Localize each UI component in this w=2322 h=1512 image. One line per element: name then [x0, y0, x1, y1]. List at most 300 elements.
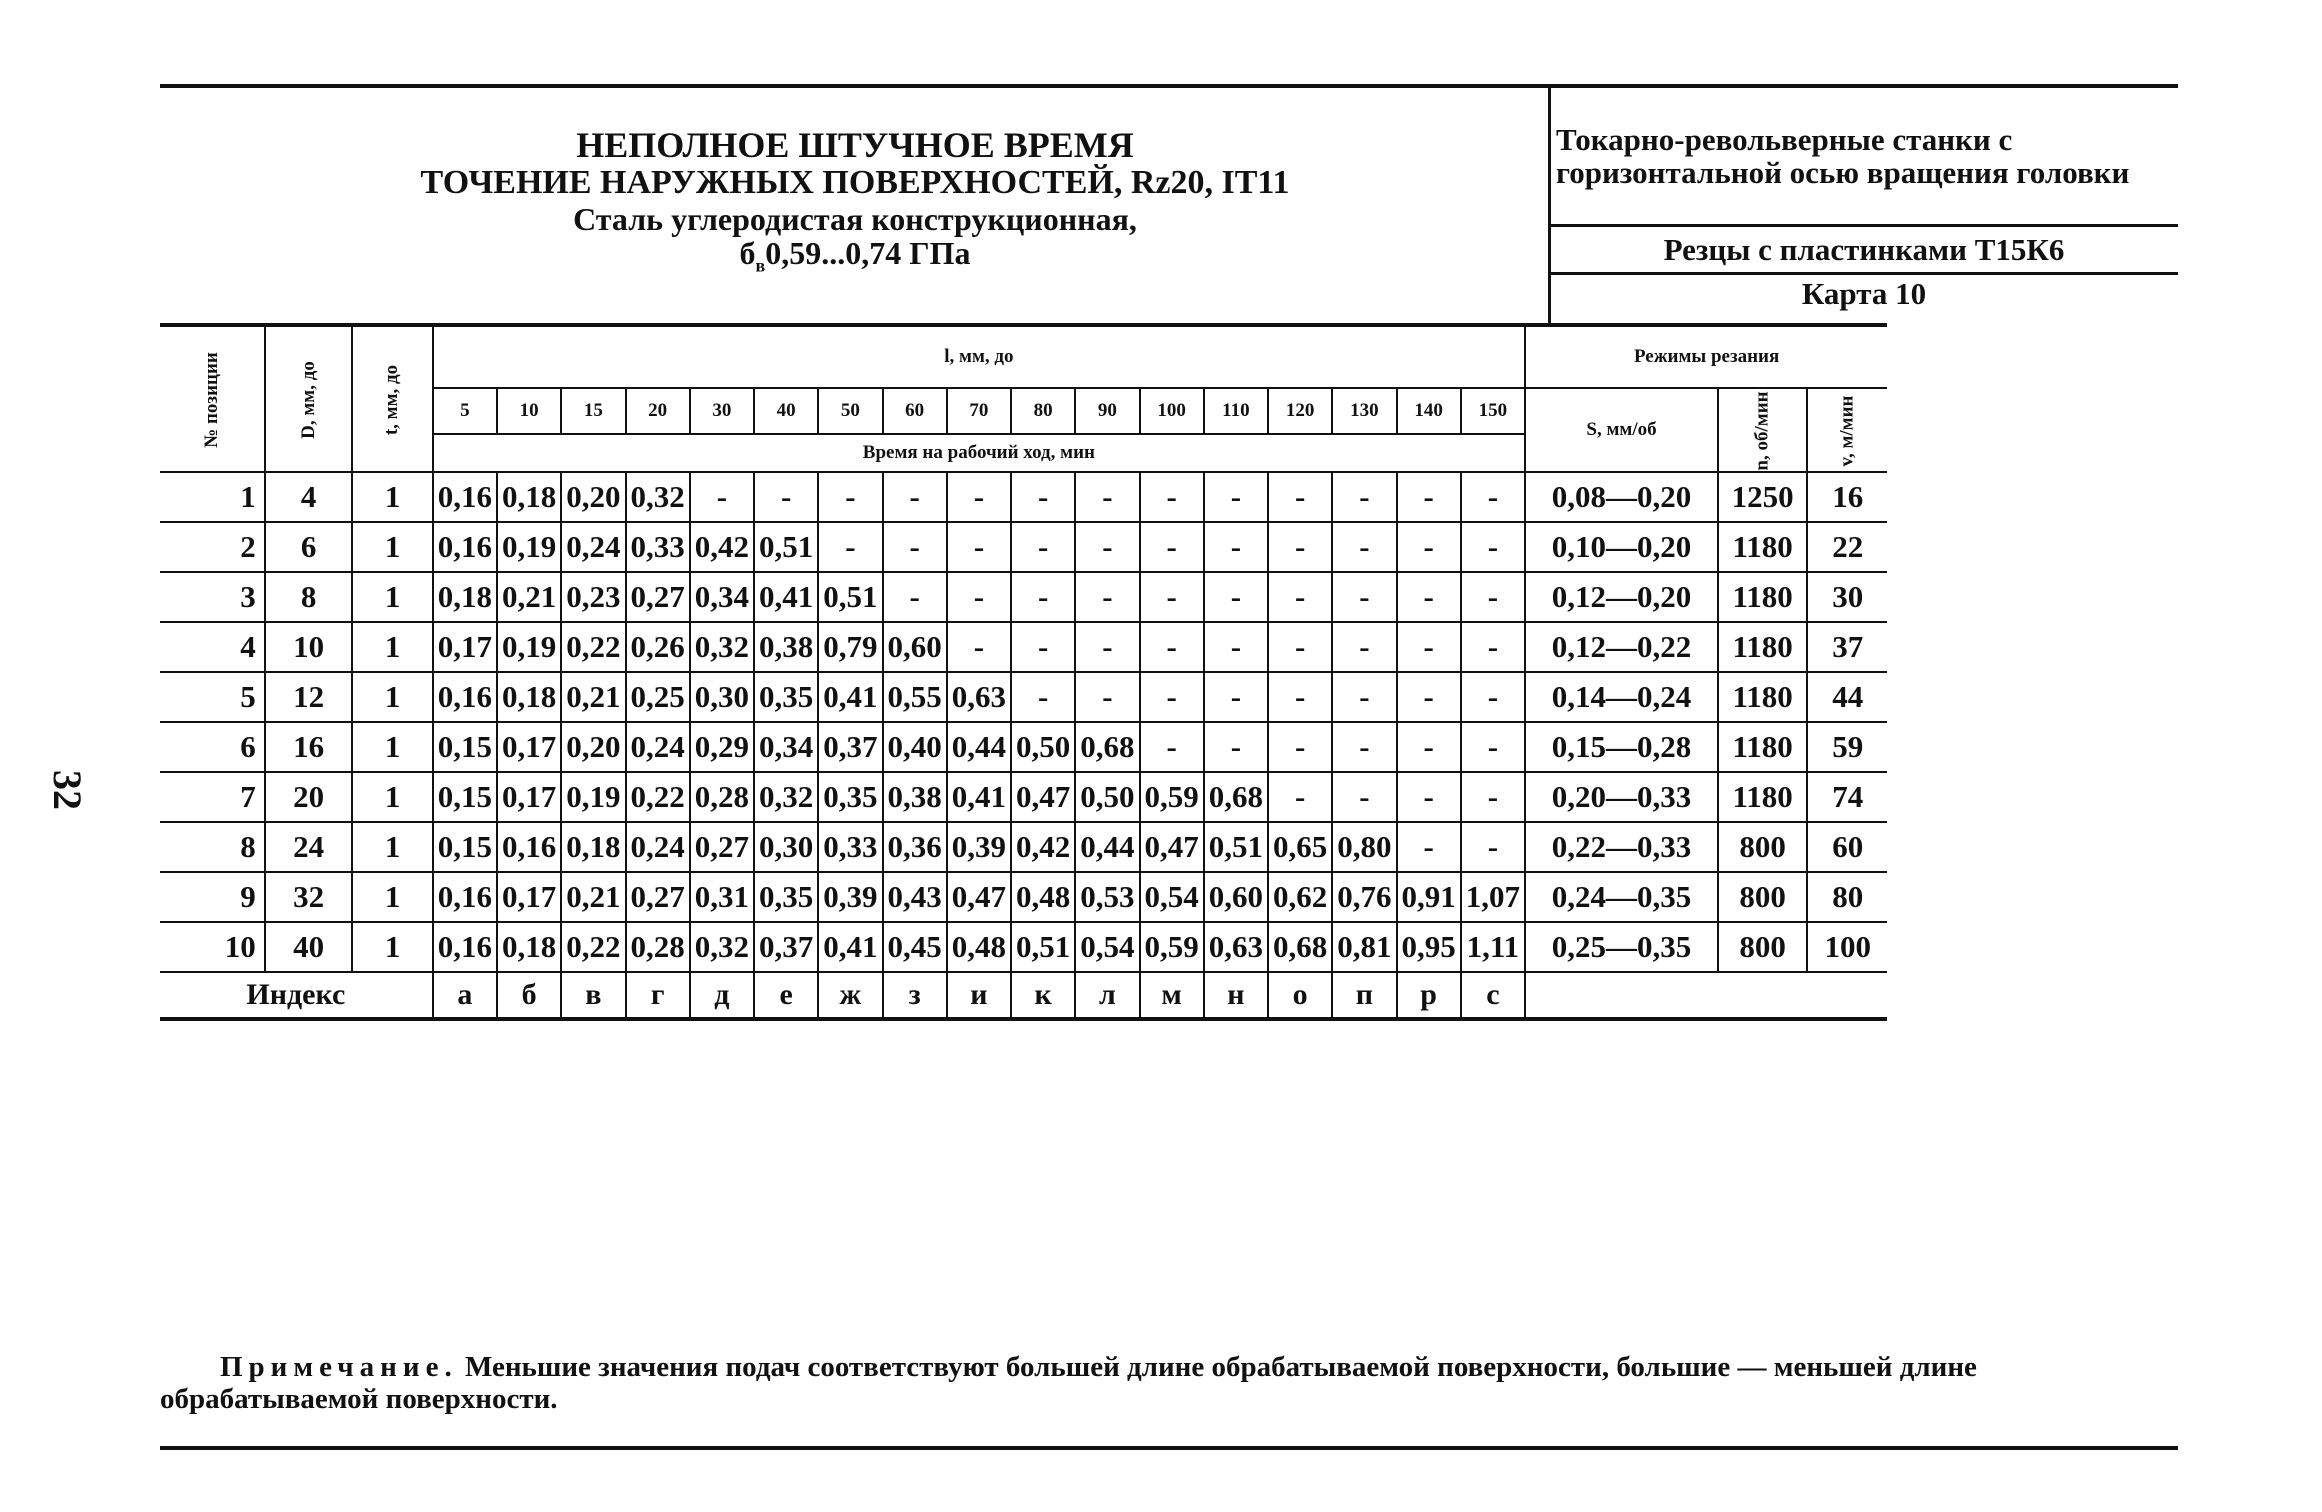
table-row	[160, 472, 1887, 522]
time-cell: -	[1204, 522, 1268, 572]
time-cell: 0,81	[1332, 922, 1396, 972]
time-cell: -	[1268, 472, 1332, 522]
feed-cell: 0,14—0,24	[1525, 672, 1718, 722]
time-cell: -	[1332, 672, 1396, 722]
time-cell: 0,51	[1011, 922, 1075, 972]
time-cell: -	[1461, 772, 1525, 822]
tool-rule	[1550, 272, 2178, 275]
row-diameter: 10	[265, 622, 353, 672]
machine-type: Токарно-револьверные станки с горизонтальной осью вращения головки	[1556, 122, 2130, 190]
time-cell: 0,35	[754, 672, 818, 722]
col-depth-header	[352, 325, 432, 472]
table-row	[160, 572, 1887, 622]
time-cell: 0,37	[754, 922, 818, 972]
strength-subscript: в	[755, 255, 766, 276]
length-col-2: 15	[561, 388, 625, 434]
time-cell: 0,16	[433, 472, 497, 522]
row-diameter: 8	[265, 572, 353, 622]
time-cell: -	[1332, 572, 1396, 622]
time-cell: -	[1332, 722, 1396, 772]
time-cell: 0,53	[1075, 872, 1139, 922]
time-cell: 0,32	[690, 922, 754, 972]
index-letter: и	[947, 972, 1011, 1019]
row-diameter: 40	[265, 922, 353, 972]
row-diameter: 16	[265, 722, 353, 772]
time-cell: 0,18	[497, 472, 561, 522]
time-cell: 0,22	[561, 922, 625, 972]
time-cell: 0,24	[626, 722, 690, 772]
table-row	[160, 922, 1887, 972]
time-cell: 0,95	[1397, 922, 1461, 972]
time-cell: -	[1011, 472, 1075, 522]
time-cell: 0,54	[1140, 872, 1204, 922]
time-cell: 0,25	[626, 672, 690, 722]
time-cell: 0,17	[497, 872, 561, 922]
speed-cell: 59	[1807, 722, 1887, 772]
row-diameter: 4	[265, 472, 353, 522]
feed-cell: 0,10—0,20	[1525, 522, 1718, 572]
time-cell: -	[947, 622, 1011, 672]
row-position: 4	[160, 622, 265, 672]
time-cell: -	[1461, 822, 1525, 872]
rpm-cell: 1250	[1718, 472, 1807, 522]
index-letter: б	[497, 972, 561, 1019]
time-cell: 0,42	[690, 522, 754, 572]
time-cell: 0,44	[1075, 822, 1139, 872]
row-position: 6	[160, 722, 265, 772]
bottom-rule	[160, 1446, 2178, 1450]
title-strength	[330, 236, 1380, 276]
row-position: 10	[160, 922, 265, 972]
time-norm-table	[160, 323, 1887, 1021]
time-cell: 0,29	[690, 722, 754, 772]
rpm-cell: 1180	[1718, 672, 1807, 722]
time-cell: 0,21	[561, 872, 625, 922]
row-diameter: 20	[265, 772, 353, 822]
time-cell: 0,16	[433, 922, 497, 972]
length-col-15: 140	[1397, 388, 1461, 434]
time-cell: 0,31	[690, 872, 754, 922]
length-col-12: 110	[1204, 388, 1268, 434]
time-cell: 0,39	[947, 822, 1011, 872]
time-cell: 0,38	[754, 622, 818, 672]
length-col-10: 90	[1075, 388, 1139, 434]
time-cell: -	[883, 472, 947, 522]
time-cell: 0,27	[690, 822, 754, 872]
strength-range: 0,59...0,74 ГПа	[765, 235, 971, 272]
length-col-6: 50	[818, 388, 882, 434]
length-col-14: 130	[1332, 388, 1396, 434]
index-letter: р	[1397, 972, 1461, 1019]
index-letter: н	[1204, 972, 1268, 1019]
time-cell: 0,42	[1011, 822, 1075, 872]
rpm-cell: 1180	[1718, 772, 1807, 822]
time-cell: 0,68	[1204, 772, 1268, 822]
time-cell: 0,30	[690, 672, 754, 722]
length-col-0: 5	[433, 388, 497, 434]
time-cell: -	[1461, 622, 1525, 672]
time-cell: 0,32	[754, 772, 818, 822]
time-cell: 0,41	[947, 772, 1011, 822]
row-depth: 1	[352, 922, 432, 972]
time-cell: 0,15	[433, 772, 497, 822]
speed-rpm-header	[1718, 388, 1807, 472]
time-cell: 0,20	[561, 722, 625, 772]
index-letter: а	[433, 972, 497, 1019]
rpm-cell: 800	[1718, 922, 1807, 972]
cut-speed-header	[1807, 388, 1887, 472]
row-depth: 1	[352, 622, 432, 672]
row-position: 3	[160, 572, 265, 622]
time-cell: -	[1204, 672, 1268, 722]
table-row	[160, 672, 1887, 722]
table-row	[160, 522, 1887, 572]
time-cell: -	[1075, 622, 1139, 672]
rpm-cell: 800	[1718, 822, 1807, 872]
time-cell: -	[1140, 672, 1204, 722]
speed-rpm-header-label: n, об/мин	[1751, 390, 1773, 471]
time-cell: 0,63	[1204, 922, 1268, 972]
strength-symbol: б	[739, 235, 756, 272]
col-position-header-label: № позиции	[200, 351, 222, 448]
time-cell: 0,41	[818, 672, 882, 722]
time-cell: 0,36	[883, 822, 947, 872]
row-depth: 1	[352, 872, 432, 922]
time-cell: 0,21	[497, 572, 561, 622]
length-col-4: 30	[690, 388, 754, 434]
time-cell: 0,79	[818, 622, 882, 672]
time-cell: -	[1011, 672, 1075, 722]
time-cell: -	[1268, 572, 1332, 622]
table-row	[160, 622, 1887, 672]
time-cell: 0,17	[497, 722, 561, 772]
time-cell: 0,68	[1075, 722, 1139, 772]
time-cell: -	[883, 522, 947, 572]
index-letter: л	[1075, 972, 1139, 1019]
time-cell: 0,51	[1204, 822, 1268, 872]
top-rule	[160, 84, 2178, 88]
page-number: 32	[45, 770, 91, 810]
time-cell: 0,43	[883, 872, 947, 922]
row-diameter: 12	[265, 672, 353, 722]
time-header: Время на рабочий ход, мин	[433, 434, 1525, 472]
row-diameter: 32	[265, 872, 353, 922]
time-cell: 0,18	[561, 822, 625, 872]
index-letter: с	[1461, 972, 1525, 1019]
index-label: Индекс	[160, 972, 433, 1019]
time-cell: -	[1011, 622, 1075, 672]
time-cell: -	[1397, 822, 1461, 872]
row-depth: 1	[352, 722, 432, 772]
note	[160, 1352, 2170, 1416]
time-cell: 0,41	[818, 922, 882, 972]
time-cell: 0,63	[947, 672, 1011, 722]
time-cell: -	[947, 472, 1011, 522]
time-cell: -	[1140, 622, 1204, 672]
length-col-9: 80	[1011, 388, 1075, 434]
length-header: l, мм, до	[433, 325, 1525, 388]
time-cell: -	[1397, 472, 1461, 522]
row-position: 1	[160, 472, 265, 522]
row-depth: 1	[352, 572, 432, 622]
length-col-3: 20	[626, 388, 690, 434]
row-depth: 1	[352, 672, 432, 722]
time-cell: -	[1204, 722, 1268, 772]
time-cell: 0,39	[818, 872, 882, 922]
title-material: Сталь углеродистая конструкционная,	[573, 200, 1137, 237]
modes-header: Режимы резания	[1525, 325, 1887, 388]
time-cell: 0,27	[626, 872, 690, 922]
time-cell: 0,18	[497, 672, 561, 722]
time-cell: -	[818, 522, 882, 572]
feed-cell: 0,20—0,33	[1525, 772, 1718, 822]
time-cell: 0,16	[433, 872, 497, 922]
title-operation: ТОЧЕНИЕ НАРУЖНЫХ ПОВЕРХНОСТЕЙ, Rz20, IT11	[420, 163, 1290, 201]
speed-cell: 37	[1807, 622, 1887, 672]
time-cell: 0,41	[754, 572, 818, 622]
time-cell: 0,60	[883, 622, 947, 672]
time-cell: -	[754, 472, 818, 522]
speed-cell: 60	[1807, 822, 1887, 872]
time-cell: 0,47	[1011, 772, 1075, 822]
time-cell: -	[1332, 622, 1396, 672]
card-number: Карта 10	[1801, 276, 1927, 311]
feed-cell: 0,24—0,35	[1525, 872, 1718, 922]
time-cell: 0,38	[883, 772, 947, 822]
length-col-8: 70	[947, 388, 1011, 434]
feed-cell: 0,15—0,28	[1525, 722, 1718, 772]
speed-cell: 22	[1807, 522, 1887, 572]
time-cell: -	[1397, 572, 1461, 622]
time-cell: -	[1268, 522, 1332, 572]
time-cell: 1,07	[1461, 872, 1525, 922]
time-cell: -	[1397, 672, 1461, 722]
time-cell: -	[1461, 722, 1525, 772]
time-cell: 0,33	[818, 822, 882, 872]
time-cell: 0,32	[626, 472, 690, 522]
time-cell: 0,24	[626, 822, 690, 872]
time-cell: 0,50	[1011, 722, 1075, 772]
time-cell: -	[947, 572, 1011, 622]
time-cell: 0,37	[818, 722, 882, 772]
row-position: 9	[160, 872, 265, 922]
time-cell: -	[1332, 522, 1396, 572]
time-cell: -	[1268, 772, 1332, 822]
time-cell: -	[1204, 572, 1268, 622]
row-depth: 1	[352, 522, 432, 572]
note-text: Меньшие значения подач соответствуют большей длине обрабатываемой поверхности, большие — меньшей длине обрабатываемой поверхности.	[160, 1351, 1977, 1415]
time-cell: -	[1268, 672, 1332, 722]
time-cell: 0,26	[626, 622, 690, 672]
table-row	[160, 722, 1887, 772]
time-cell: 0,18	[433, 572, 497, 622]
time-cell: 1,11	[1461, 922, 1525, 972]
time-cell: 0,28	[626, 922, 690, 972]
feed-cell: 0,12—0,20	[1525, 572, 1718, 622]
speed-cell: 30	[1807, 572, 1887, 622]
time-cell: 0,33	[626, 522, 690, 572]
time-cell: 0,17	[433, 622, 497, 672]
speed-cell: 80	[1807, 872, 1887, 922]
time-cell: 0,16	[433, 522, 497, 572]
index-letter: о	[1268, 972, 1332, 1019]
index-letter: г	[626, 972, 690, 1019]
speed-cell: 100	[1807, 922, 1887, 972]
time-cell: -	[1332, 772, 1396, 822]
time-cell: 0,76	[1332, 872, 1396, 922]
time-cell: 0,54	[1075, 922, 1139, 972]
time-cell: -	[1461, 472, 1525, 522]
time-cell: -	[1140, 522, 1204, 572]
index-letter: п	[1332, 972, 1396, 1019]
time-cell: 0,48	[1011, 872, 1075, 922]
table-row	[160, 772, 1887, 822]
time-cell: 0,51	[818, 572, 882, 622]
time-cell: 0,20	[561, 472, 625, 522]
rpm-cell: 1180	[1718, 572, 1807, 622]
time-cell: 0,65	[1268, 822, 1332, 872]
length-col-13: 120	[1268, 388, 1332, 434]
speed-cell: 74	[1807, 772, 1887, 822]
time-cell: -	[883, 572, 947, 622]
time-cell: 0,35	[754, 872, 818, 922]
rpm-cell: 800	[1718, 872, 1807, 922]
machine-rule	[1550, 224, 2178, 227]
time-cell: -	[1461, 522, 1525, 572]
time-cell: 0,62	[1268, 872, 1332, 922]
length-col-11: 100	[1140, 388, 1204, 434]
time-cell: -	[1011, 522, 1075, 572]
time-cell: 0,23	[561, 572, 625, 622]
time-cell: 0,19	[497, 522, 561, 572]
time-cell: 0,44	[947, 722, 1011, 772]
time-cell: 0,16	[497, 822, 561, 872]
time-cell: -	[1140, 572, 1204, 622]
table-row	[160, 822, 1887, 872]
time-cell: -	[1461, 572, 1525, 622]
rpm-cell: 1180	[1718, 622, 1807, 672]
time-cell: -	[1075, 572, 1139, 622]
time-cell: -	[1268, 722, 1332, 772]
time-cell: 0,22	[561, 622, 625, 672]
index-letter: д	[690, 972, 754, 1019]
time-cell: -	[1075, 472, 1139, 522]
feed-cell: 0,12—0,22	[1525, 622, 1718, 672]
index-letter: в	[561, 972, 625, 1019]
index-letter: к	[1011, 972, 1075, 1019]
note-label: Примечание.	[220, 1351, 458, 1383]
length-col-7: 60	[883, 388, 947, 434]
time-cell: 0,48	[947, 922, 1011, 972]
time-cell: 0,15	[433, 722, 497, 772]
feed-cell: 0,22—0,33	[1525, 822, 1718, 872]
time-cell: 0,80	[1332, 822, 1396, 872]
index-letter: м	[1140, 972, 1204, 1019]
rpm-cell: 1180	[1718, 722, 1807, 772]
time-cell: -	[1332, 472, 1396, 522]
row-diameter: 6	[265, 522, 353, 572]
rpm-cell: 1180	[1718, 522, 1807, 572]
time-cell: -	[1140, 722, 1204, 772]
title-block	[330, 126, 1380, 276]
time-cell: 0,45	[883, 922, 947, 972]
time-cell: 0,32	[690, 622, 754, 672]
row-depth: 1	[352, 822, 432, 872]
row-depth: 1	[352, 472, 432, 522]
index-empty	[1525, 972, 1887, 1019]
time-cell: -	[1075, 522, 1139, 572]
time-cell: -	[1397, 772, 1461, 822]
length-col-1: 10	[497, 388, 561, 434]
speed-cell: 16	[1807, 472, 1887, 522]
time-cell: -	[690, 472, 754, 522]
cut-speed-header-label: v, м/мин	[1836, 394, 1858, 467]
row-depth: 1	[352, 772, 432, 822]
row-position: 8	[160, 822, 265, 872]
time-cell: -	[1204, 472, 1268, 522]
time-cell: 0,28	[690, 772, 754, 822]
time-cell: 0,15	[433, 822, 497, 872]
length-col-5: 40	[754, 388, 818, 434]
time-cell: 0,50	[1075, 772, 1139, 822]
time-cell: 0,34	[754, 722, 818, 772]
time-cell: 0,91	[1397, 872, 1461, 922]
row-position: 5	[160, 672, 265, 722]
time-cell: 0,24	[561, 522, 625, 572]
feed-cell: 0,08—0,20	[1525, 472, 1718, 522]
time-cell: -	[1140, 472, 1204, 522]
time-cell: 0,34	[690, 572, 754, 622]
time-cell: 0,60	[1204, 872, 1268, 922]
time-cell: 0,47	[1140, 822, 1204, 872]
index-letter: е	[754, 972, 818, 1019]
index-letter: ж	[818, 972, 882, 1019]
time-cell: 0,68	[1268, 922, 1332, 972]
time-cell: 0,59	[1140, 772, 1204, 822]
time-cell: 0,40	[883, 722, 947, 772]
col-diameter-header	[265, 325, 353, 472]
row-diameter: 24	[265, 822, 353, 872]
time-cell: 0,51	[754, 522, 818, 572]
time-cell: 0,17	[497, 772, 561, 822]
table-row	[160, 872, 1887, 922]
time-cell: -	[1397, 522, 1461, 572]
time-cell: -	[1461, 672, 1525, 722]
speed-cell: 44	[1807, 672, 1887, 722]
time-cell: -	[1397, 722, 1461, 772]
time-cell: 0,22	[626, 772, 690, 822]
length-col-16: 150	[1461, 388, 1525, 434]
time-cell: -	[818, 472, 882, 522]
col-position-header	[160, 325, 265, 472]
col-diameter-header-label: D, мм, до	[297, 360, 319, 439]
time-cell: 0,19	[497, 622, 561, 672]
index-letter: з	[883, 972, 947, 1019]
time-cell: 0,55	[883, 672, 947, 722]
time-cell: -	[1011, 572, 1075, 622]
time-cell: 0,35	[818, 772, 882, 822]
feed-cell: 0,25—0,35	[1525, 922, 1718, 972]
feed-header: S, мм/об	[1525, 388, 1718, 472]
row-position: 7	[160, 772, 265, 822]
time-cell: 0,21	[561, 672, 625, 722]
time-cell: 0,47	[947, 872, 1011, 922]
col-depth-header-label: t, мм, до	[381, 364, 403, 435]
time-cell: -	[1075, 672, 1139, 722]
tool-type: Резцы с пластинками Т15К6	[1663, 232, 2065, 267]
row-position: 2	[160, 522, 265, 572]
time-cell: -	[1204, 622, 1268, 672]
